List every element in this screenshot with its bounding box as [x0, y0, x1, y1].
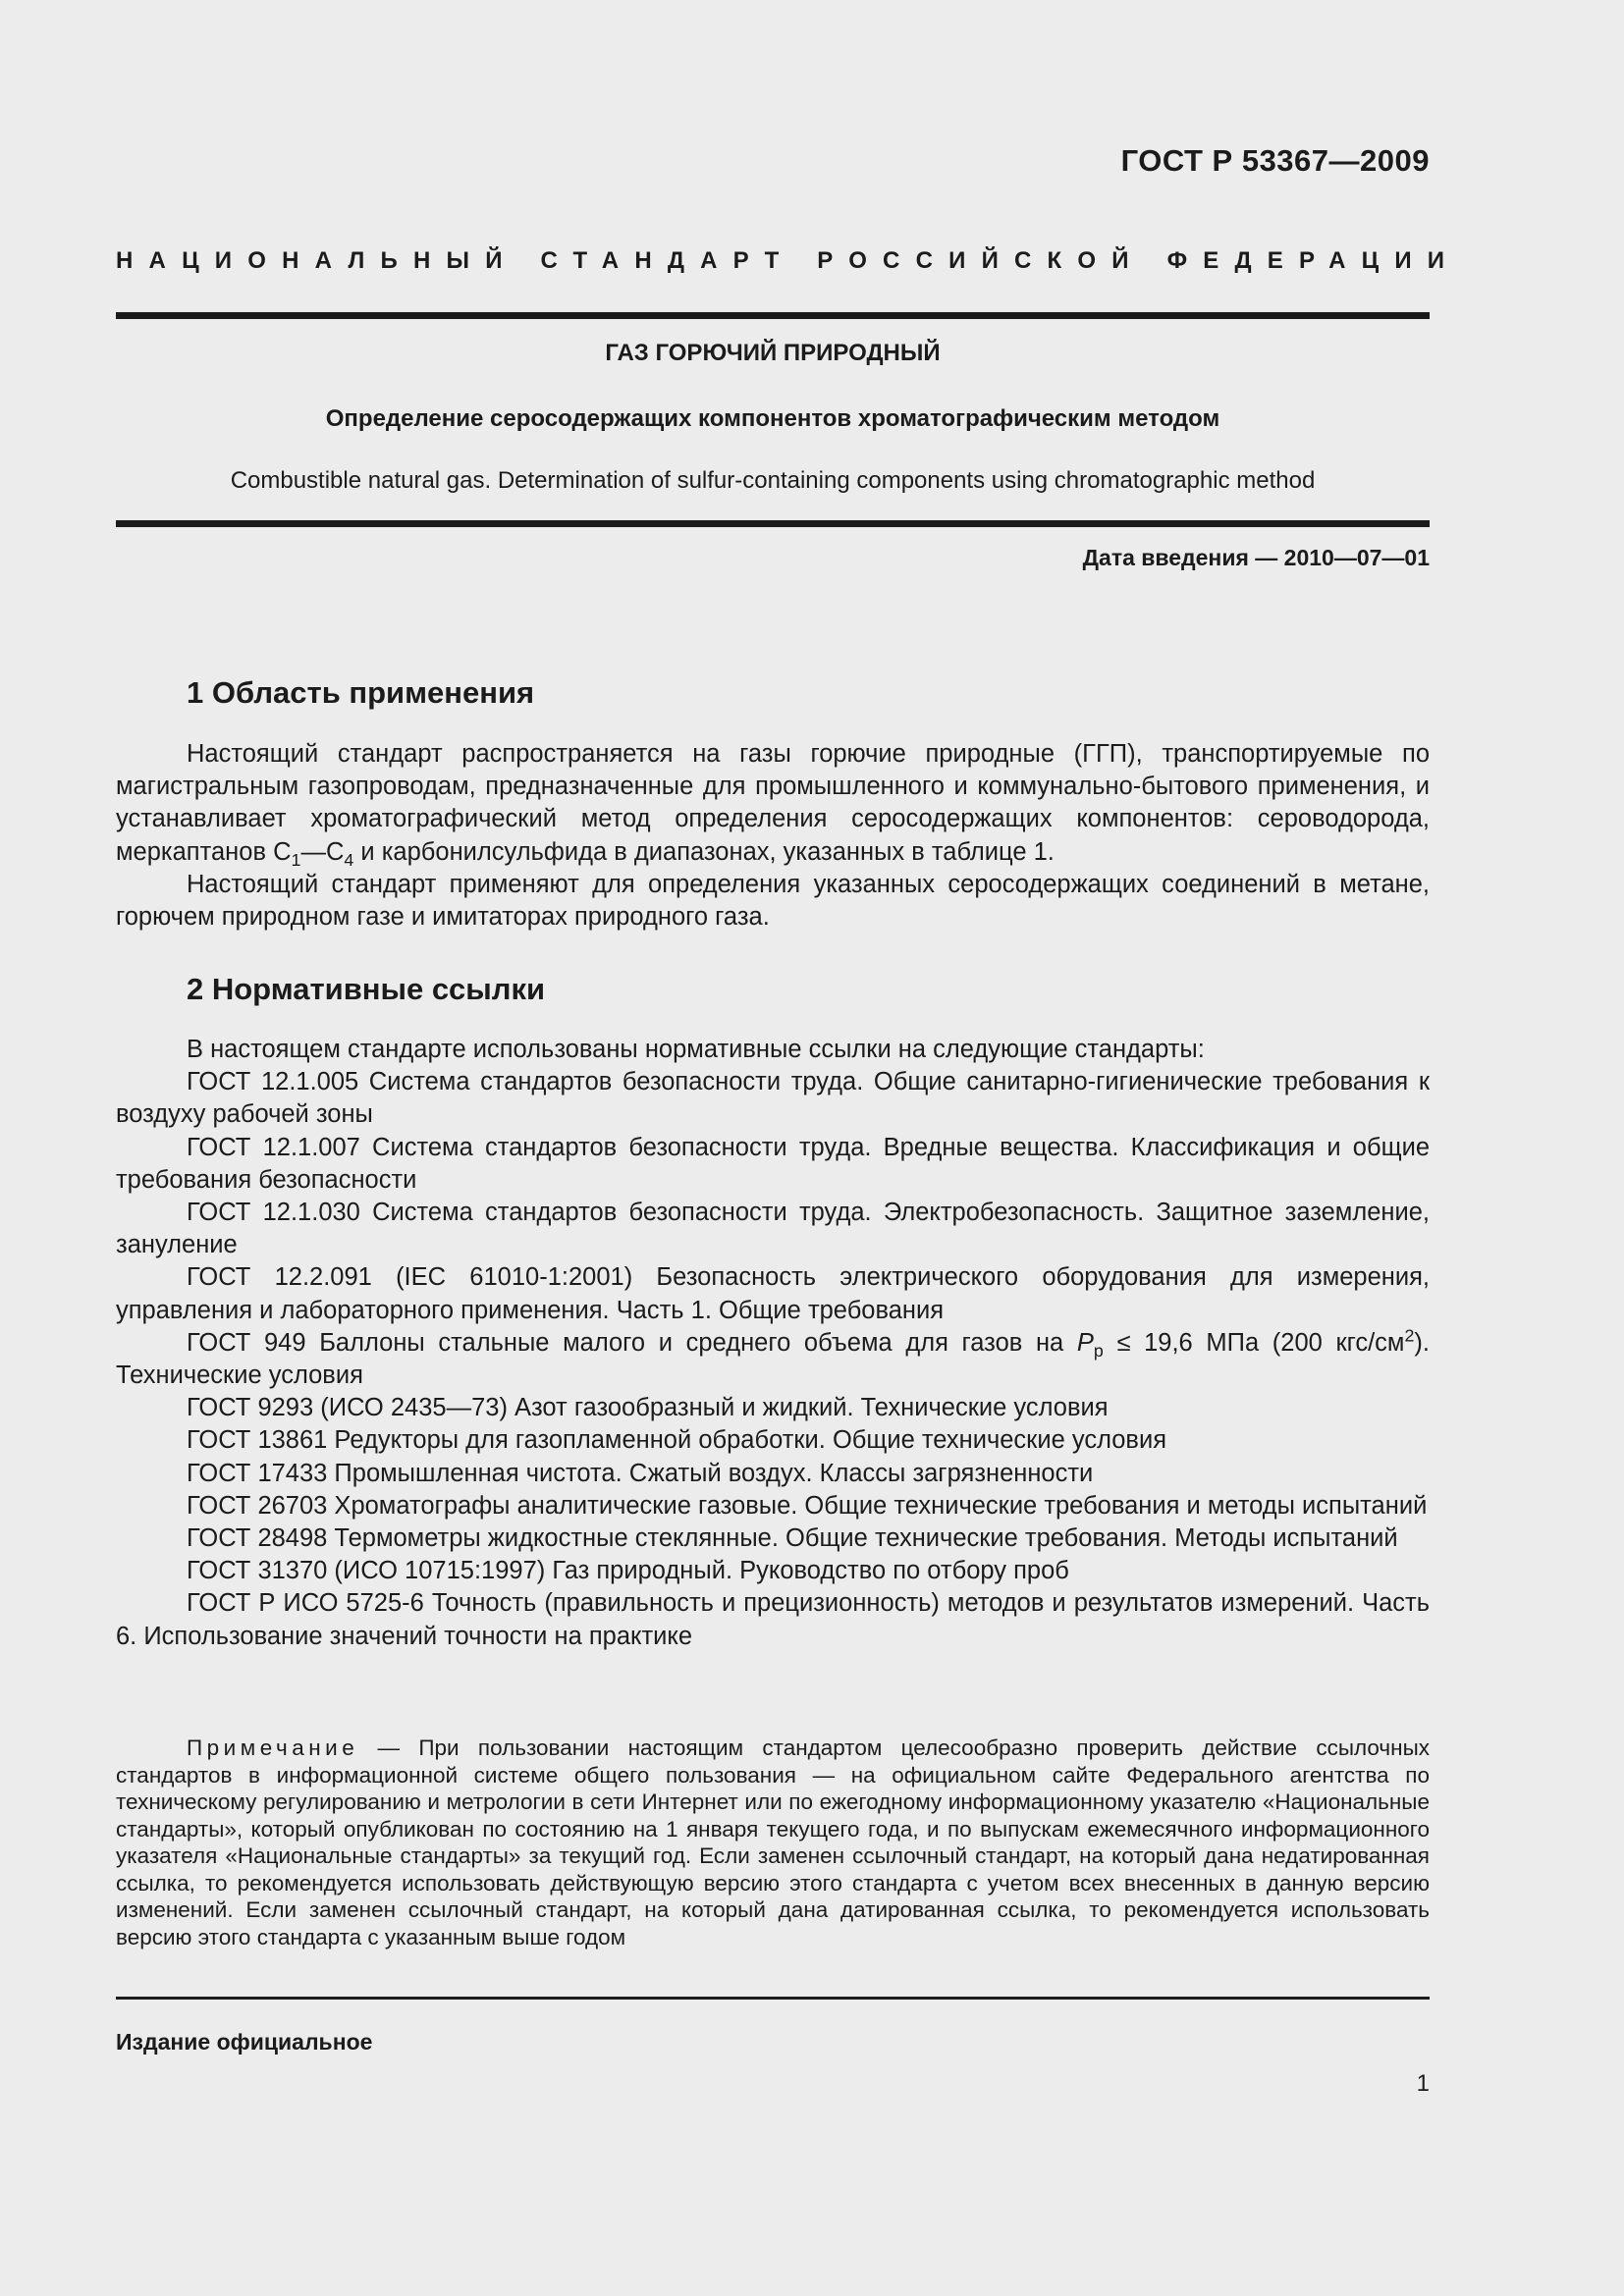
note-text: — При пользовании настоящим стандартом целесообразно проверить действие ссылочных стандартов в информационной системе общего пользования — на официальном сайте Федерального агентства по техническому регулированию и метрологии в сети Интернет или по ежегодному информационному указателю «Национальные стандарты», который опубликован по состоянию на 1 января текущего года, и по выпускам ежемесячного информационного указателя «Национальные стандарты» за текущий год. Если заменен ссылочный стандарт, на который дана недатированная ссылка, то рекомендуется использовать действующую версию этого стандарта с учетом всех внесенных в данную версию изменений. Если заменен ссылочный стандарт, на который дана датированная ссылка, то рекомендуется использовать версию этого стандарта с указанным выше годом	[116, 1735, 1430, 1949]
ref-949-text-c: ). Технические условия	[116, 1328, 1430, 1390]
section-1-text-a: Настоящий стандарт распространяется на газы горючие природные (ГГП), транспортируемые по магистральным газопроводам, предназначенные для промышленного и коммунально-бытового применения, и устанавливает хроматографический метод определения серосодержащих компонентов: сероводорода, меркаптанов С	[116, 740, 1430, 866]
reference-item: ГОСТ 12.1.007 Система стандартов безопасности труда. Вредные вещества. Классификация и общие требования безопасности	[116, 1133, 1430, 1194]
document-title: ГАЗ ГОРЮЧИЙ ПРИРОДНЫЙ	[605, 340, 941, 366]
reference-item: ГОСТ 12.1.030 Система стандартов безопасности труда. Электробезопасность. Защитное заземление, зануление	[116, 1199, 1430, 1259]
reference-item: ГОСТ 12.1.005 Система стандартов безопасности труда. Общие санитарно-гигиенические требования к воздуху рабочей зоны	[116, 1068, 1430, 1129]
page-number: 1	[1416, 2070, 1430, 2097]
references-intro: В настоящем стандарте использованы нормативные ссылки на следующие стандарты:	[187, 1036, 1205, 1063]
reference-item: ГОСТ 17433 Промышленная чистота. Сжатый воздух. Классы загрязненности	[187, 1459, 1094, 1487]
reference-item: ГОСТ 12.2.091 (IEC 61010-1:2001) Безопасность электрического оборудования для измерения, управления и лабораторного применения. Часть 1. Общие требования	[116, 1263, 1430, 1324]
reference-item: ГОСТ 28498 Термометры жидкостные стеклянные. Общие технические требования. Методы испытаний	[187, 1524, 1398, 1553]
reference-item: ГОСТ 26703 Хроматографы аналитические газовые. Общие технические требования и методы испытаний	[187, 1491, 1428, 1520]
ref-949-subscript: p	[1093, 1340, 1104, 1361]
gost-code: ГОСТ Р 53367—2009	[1120, 143, 1430, 178]
normative-references-list	[116, 1034, 1430, 1653]
top-rule	[116, 312, 1430, 319]
reference-item: ГОСТ 13861 Редукторы для газопламенной обработки. Общие технические условия	[187, 1426, 1167, 1455]
section-2-heading: 2 Нормативные ссылки	[187, 972, 546, 1006]
reference-item-gost-949	[116, 1327, 1430, 1392]
reference-item: ГОСТ 9293 (ИСО 2435—73) Азот газообразный и жидкий. Технические условия	[187, 1394, 1109, 1422]
introduction-date: Дата введения — 2010—07—01	[1082, 545, 1430, 570]
official-edition-label: Издание официальное	[116, 2029, 373, 2055]
footer-rule	[116, 1997, 1430, 2000]
document-subtitle-en: Combustible natural gas. Determination of sulfur-containing components using chromatographic method	[230, 467, 1316, 494]
reference-item: ГОСТ 31370 (ИСО 10715:1997) Газ природный. Руководство по отбору проб	[187, 1557, 1069, 1585]
ref-949-text-a: ГОСТ 949 Баллоны стальные малого и среднего объема для газов на	[187, 1328, 1077, 1357]
note-label: Примечание	[187, 1735, 359, 1760]
subscript-4: 4	[344, 849, 354, 870]
note-paragraph	[116, 1735, 1430, 1950]
national-standard-banner: НАЦИОНАЛЬНЫЙ СТАНДАРТ РОССИЙСКОЙ ФЕДЕРАЦИИ	[116, 247, 1461, 274]
section-1-heading: 1 Область применения	[187, 675, 535, 710]
section-1-paragraph-1	[116, 738, 1430, 869]
reference-item: ГОСТ Р ИСО 5725-6 Точность (правильность и прецизионность) методов и результатов измерений. Часть 6. Использование значений точности на практике	[116, 1589, 1430, 1650]
section-1-text-c: и карбонилсульфида в диапазонах, указанных в таблице 1.	[353, 837, 1055, 866]
ref-949-text-b: ≤ 19,6 МПа (200 кгс/см	[1103, 1328, 1405, 1357]
section-1-text-b: —С	[300, 837, 345, 866]
subscript-1: 1	[291, 849, 301, 870]
ref-949-pressure-symbol: P	[1076, 1328, 1094, 1357]
document-subtitle-ru: Определение серосодержащих компонентов хроматографическим методом	[325, 405, 1220, 432]
ref-949-superscript: 2	[1404, 1325, 1415, 1346]
title-bottom-rule	[116, 520, 1430, 527]
section-1-paragraph-2: Настоящий стандарт применяют для определения указанных серосодержащих соединений в метане, горючем природном газе и имитаторах природного газа.	[116, 871, 1430, 932]
